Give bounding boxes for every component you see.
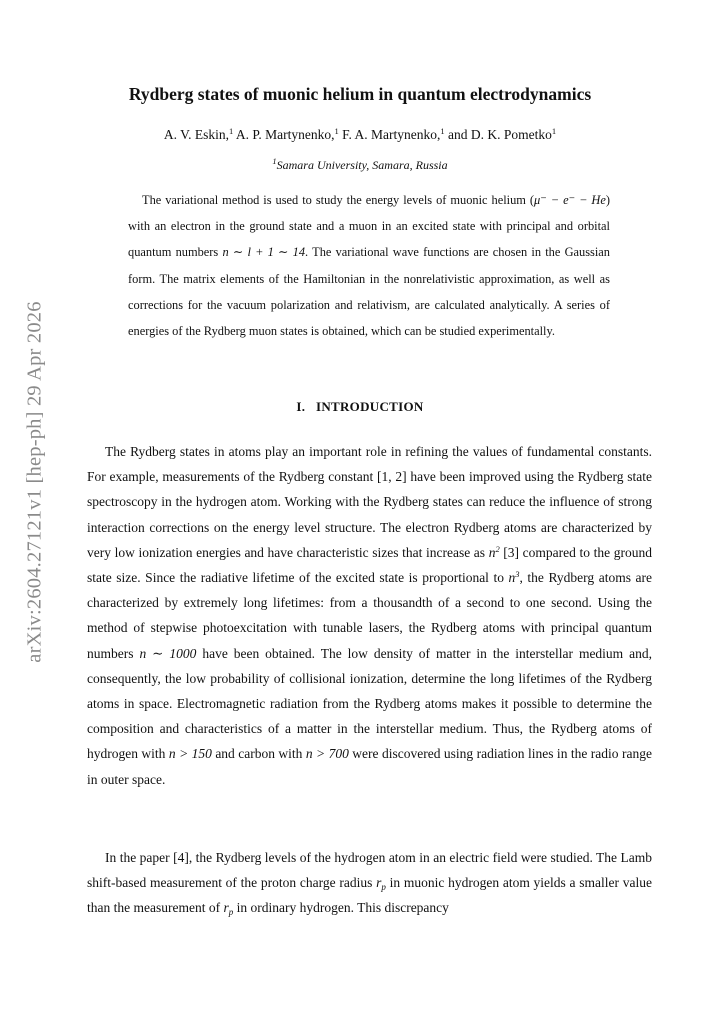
inline-formula: $n^3$ [508,569,520,586]
inline-formula: n ∼ 1000 [139,645,197,661]
affiliation-mark: 1 [228,126,234,136]
section-heading [0,399,720,415]
section-title: INTRODUCTION [315,399,424,414]
affiliation-mark: 1 [272,156,277,166]
author-name: A. V. Eskin, [163,127,229,142]
affiliation-mark: 1 [334,126,339,136]
author-name: F. A. Martynenko, [342,127,441,142]
affiliation-text: Samara University, Samara, Russia [276,158,448,172]
inline-formula: $r_p$ [223,900,234,918]
abstract: The variational method is used to study the energy levels of muonic helium (μ⁻ − e⁻ − He) with an electron in the ground state and a muon in an excited state with principal and orbital quantum numbers n ∼ l + 1 ∼ 14. The variational wave functions are chosen in the Gaussian form. The matrix elements of the Hamiltonian in the nonrelativistic approximation, as well as corrections for the vacuum polarization and relativism, are calculated analytically. A series of energies of the Rydberg muon states is obtained, which can be studied experimentally. [128,193,611,339]
inline-formula: n ∼ l + 1 ∼ 14 [222,245,306,260]
arxiv-side-stamp: arXiv:2604.27121v1 [hep-ph] 29 Apr 2026 [23,301,46,663]
inline-formula: n > 150 [168,746,212,762]
affiliation-mark: 1 [440,126,445,136]
inline-formula: $n^2$ [488,543,500,560]
section-number: I. [296,399,306,414]
intro-paragraph-2: In the paper [4], the Rydberg levels of the hydrogen atom in an electric field were studied. The Lamb shift-based measurement of the proton charge radius $r_p$ in muonic hydrogen atom yields a smaller value than the measurement of $r_p$ in ordinary hydrogen. This discrepancy [87,850,652,918]
intro-paragraph-1: The Rydberg states in atoms play an important role in refining the values of fundamental constants. For example, measurements of the Rydberg constant [1, 2] have been improved using the Rydberg state spectroscopy in the hydrogen atom. Working with the Rydberg states can reduce the influence of strong interaction corrections on the energy level structure. The electron Rydberg atoms are characterized by very low ionization energies and have characteristic sizes that increase as $n^2$ [3] compared to the ground state size. Since the radiative lifetime of the excited state is proportional to $n^3$, the Rydberg atoms are characterized by extremely long lifetimes: from a thousandth of a second to one second. Using the method of stepwise photoexcitation with tunable lasers, the Rydberg atoms with principal quantum numbers n ∼ 1000 have been obtained. The low density of matter in the interstellar medium and, consequently, the low probability of collisional ionization, determine the long lifetimes of the Rydberg atoms in space. Electromagnetic radiation from the Rydberg atoms makes it possible to determine the composition and characteristics of a matter in the interstellar medium. Thus, the Rydberg atoms of hydrogen with n > 150 and carbon with n > 700 were discovered using radiation lines in the radio range in outer space. [87,444,653,787]
affiliation-mark: 1 [551,126,557,136]
affiliation [0,158,720,173]
author-list [0,127,720,143]
inline-formula: $r_p$ [376,875,386,893]
inline-formula: μ⁻ − e⁻ − He [534,193,606,207]
author-name: and D. K. Pometko [448,127,552,142]
author-name: A. P. Martynenko, [235,127,335,142]
inline-formula: n > 700 [305,746,349,762]
paper-title: Rydberg states of muonic helium in quantum electrodynamics [128,84,592,104]
